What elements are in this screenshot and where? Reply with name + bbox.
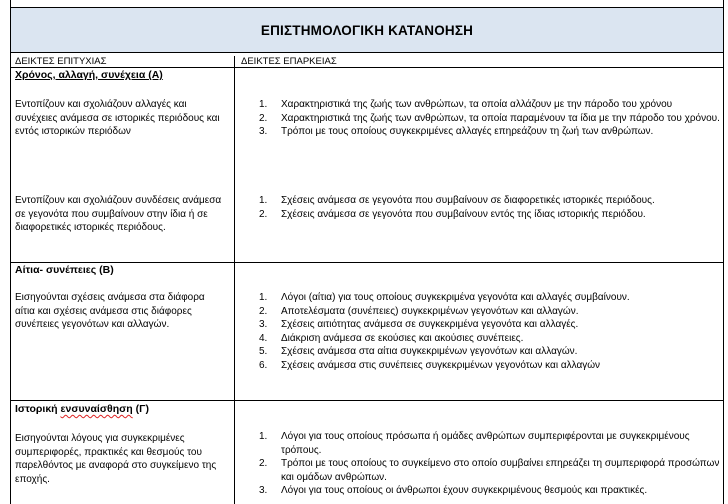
section-c-title: Ιστορική ενσυναίσθηση (Γ) — [15, 403, 149, 415]
section-c-list — [243, 430, 721, 498]
list-item: 1. Χαρακτηριστικά της ζωής των ανθρώπων, τα οποία αλλάζουν με την πάροδο του χρόνου — [259, 99, 673, 110]
list-item: 1. Σχέσεις ανάμεσα σε γεγονότα που συμβαίνουν σε διαφορετικές ιστορικές περιόδους. — [259, 195, 655, 206]
page-title: ΕΠΙΣΤΗΜΟΛΟΓΙΚΗ ΚΑΤΑΝΟΗΣΗ — [11, 7, 723, 53]
list-item: 5. Σχέσεις ανάμεσα στα αίτια συγκεκριμένων γεγονότων και αλλαγών. — [259, 346, 578, 357]
list-item: 3. Λόγοι για τους οποίους οι άνθρωποι έχουν συγκεκριμένους θεσμούς και πρακτικές. — [259, 485, 648, 496]
section-b-title: Αίτια- συνέπειες (Β) — [15, 264, 114, 276]
section-a-text-2: Εντοπίζουν και σχολιάζουν συνδέσεις ανάμεσα σε γεγονότα που συμβαίνουν στην ίδια ή σε διαφορετικές ιστορικές περιόδους. — [15, 195, 222, 233]
list-item: 2. Τρόποι με τους οποίους το συγκείμενο στο οποίο συμβαίνει επηρεάζει τη συμπεριφορά προσώπων και ομάδων ανθρώπων. — [259, 458, 720, 483]
document-table — [10, 0, 724, 504]
list-item: 3. Τρόποι με τους οποίους συγκεκριμένες αλλαγές επηρεάζουν τη ζωή των ανθρώπων. — [259, 126, 654, 137]
section-c-left — [11, 401, 235, 504]
header-success-indicators: ΔΕΙΚΤΕΣ ΕΠΙΤΥΧΙΑΣ — [11, 56, 235, 68]
section-a-title: Χρόνος, αλλαγή, συνέχεια (Α) — [15, 69, 163, 81]
section-a-list-2 — [243, 194, 721, 221]
section-b-row — [11, 263, 723, 401]
list-item: 2. Αποτελέσματα (συνέπειες) συγκεκριμένων γεγονότων και αλλαγών. — [259, 305, 579, 317]
section-b-right — [235, 263, 723, 400]
section-a-right — [235, 68, 723, 262]
section-c-right — [235, 401, 723, 504]
list-item: 3. Σχέσεις αιτιότητας ανάμεσα σε συγκεκριμένα γεγονότα και αλλαγές. — [259, 319, 579, 330]
section-c-text: Εισηγούνται λόγους για συγκεκριμένες συμπεριφορές, πρακτικές και θεσμούς του παρελθόντος με αναφορά στο συγκείμενο της εποχής. — [15, 433, 217, 485]
list-item: 1. Λόγοι (αίτια) για τους οποίους συγκεκριμένα γεγονότα και αλλαγές συμβαίνουν. — [259, 292, 630, 303]
list-item: 2. Χαρακτηριστικά της ζωής των ανθρώπων, τα οποία παραμένουν τα ίδια με την πάροδο του χρόνου. — [259, 112, 720, 124]
list-item: 4. Διάκριση ανάμεσα σε εκούσιες και ακούσιες συνέπειες. — [259, 332, 524, 344]
list-item: 2. Σχέσεις ανάμεσα σε γεγονότα που συμβαίνουν εντός της ίδιας ιστορικής περιόδου. — [259, 208, 646, 220]
section-a-list-1 — [243, 98, 721, 139]
section-a-row — [11, 68, 723, 263]
section-b-left — [11, 263, 235, 400]
section-a-left — [11, 68, 235, 262]
list-item: 1. Λόγοι για τους οποίους πρόσωπα ή ομάδες ανθρώπων συμπεριφέρονται με συγκεκριμένους τρόπους. — [259, 431, 690, 456]
list-item: 6. Σχέσεις ανάμεσα στις συνέπειες συγκεκριμένων γεγονότων και αλλαγών — [259, 359, 601, 371]
section-b-list — [243, 291, 721, 372]
section-c-row — [11, 401, 723, 504]
header-adequacy-indicators: ΔΕΙΚΤΕΣ ΕΠΑΡΚΕΙΑΣ — [235, 56, 723, 68]
section-b-text: Εισηγούνται σχέσεις ανάμεσα στα διάφορα αίτια και σχέσεις ανάμεσα στις διάφορες συνέπειες γεγονότων και αλλαγών. — [15, 292, 205, 330]
section-a-text-1: Εντοπίζουν και σχολιάζουν αλλαγές και συνέχειες ανάμεσα σε ιστορικές περιόδους και εντός ιστορικών περιόδων — [15, 99, 220, 137]
